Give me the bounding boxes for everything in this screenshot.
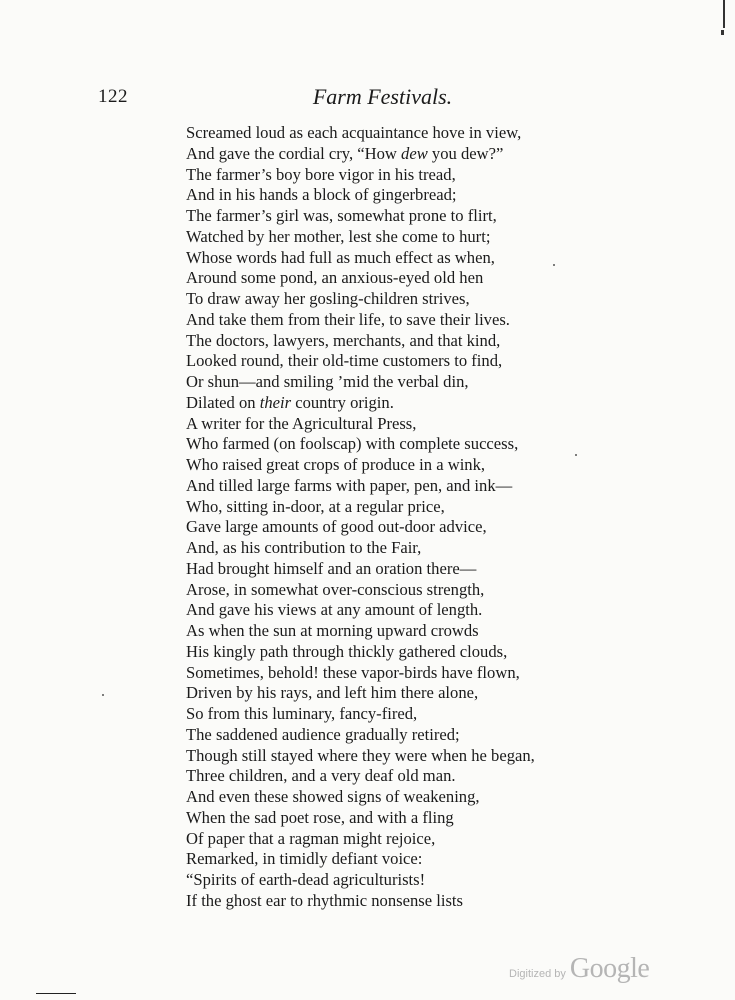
poem-line: Who farmed (on foolscap) with complete success, [186, 434, 519, 454]
bottom-edge-rule [36, 993, 76, 994]
top-edge-mark-dot [721, 30, 724, 35]
poem-line: Or shun—and smiling ’mid the verbal din, [186, 372, 469, 391]
running-title: Farm Festivals. [312, 84, 453, 109]
poem-line: The doctors, lawyers, merchants, and that kind, [186, 330, 501, 350]
poem-line: And tilled large farms with paper, pen, and ink— [186, 475, 513, 495]
poem-line: Screamed loud as each acquaintance hove in view, [186, 123, 522, 142]
poem-line: Driven by his rays, and left him there alone, [186, 683, 479, 703]
poem-line: Dilated on their country origin. [186, 392, 394, 412]
poem-line: Who raised great crops of produce in a wink, [186, 455, 486, 474]
poem-line: Watched by her mother, lest she come to hurt; [186, 226, 491, 246]
poem-line: The farmer’s boy bore vigor in his tread, [186, 164, 456, 184]
digitized-watermark [509, 953, 649, 985]
poem-line: Remarked, in timidly defiant voice: [186, 849, 423, 869]
page-number: 122 [98, 86, 128, 107]
poem-line: Three children, and a very deaf old man. [186, 766, 456, 786]
poem-line: And gave his views at any amount of length. [186, 600, 483, 620]
poem-line: If the ghost ear to rhythmic nonsense lists [186, 890, 463, 910]
google-logo: Google [569, 953, 650, 984]
poem-line: And gave the cordial cry, “How dew you dew?” [186, 143, 504, 163]
poem-line: Around some pond, an anxious-eyed old hen [186, 268, 484, 288]
poem-line: Had brought himself and an oration there— [186, 558, 477, 578]
poem-line: So from this luminary, fancy-fired, [186, 704, 418, 723]
poem-line: Though still stayed where they were when he began, [186, 745, 535, 765]
poem-body [186, 123, 535, 912]
stray-mark [575, 454, 577, 456]
watermark-prefix: Digitized by [509, 968, 566, 980]
poem-line: “Spirits of earth-dead agriculturists! [186, 870, 426, 889]
poem-line: And, as his contribution to the Fair, [186, 538, 422, 557]
poem-line: As when the sun at morning upward crowds [186, 621, 479, 640]
poem-line: Arose, in somewhat over-conscious strength, [186, 579, 485, 599]
poem-line: When the sad poet rose, and with a fling [186, 807, 454, 827]
poem-line: The farmer’s girl was, somewhat prone to flirt, [186, 206, 497, 225]
poem-line: Looked round, their old-time customers to find, [186, 351, 503, 371]
poem-line: The saddened audience gradually retired; [186, 724, 460, 744]
poem-line: Of paper that a ragman might rejoice, [186, 828, 436, 848]
poem-line: And take them from their life, to save their lives. [186, 309, 510, 329]
poem-line: And in his hands a block of gingerbread; [186, 185, 457, 205]
poem-line: Who, sitting in-door, at a regular price, [186, 496, 445, 516]
poem-line: A writer for the Agricultural Press, [186, 413, 417, 433]
poem-line: Sometimes, behold! these vapor-birds have flown, [186, 662, 520, 682]
poem-line: His kingly path through thickly gathered clouds, [186, 641, 508, 661]
stray-mark [553, 264, 555, 266]
top-edge-mark [723, 0, 725, 28]
stray-mark [102, 694, 104, 696]
poem-line: To draw away her gosling-children strives, [186, 289, 470, 308]
poem-line: Gave large amounts of good out-door advice, [186, 517, 487, 537]
poem-line: Whose words had full as much effect as when, [186, 247, 495, 267]
poem-line: And even these showed signs of weakening, [186, 787, 480, 806]
